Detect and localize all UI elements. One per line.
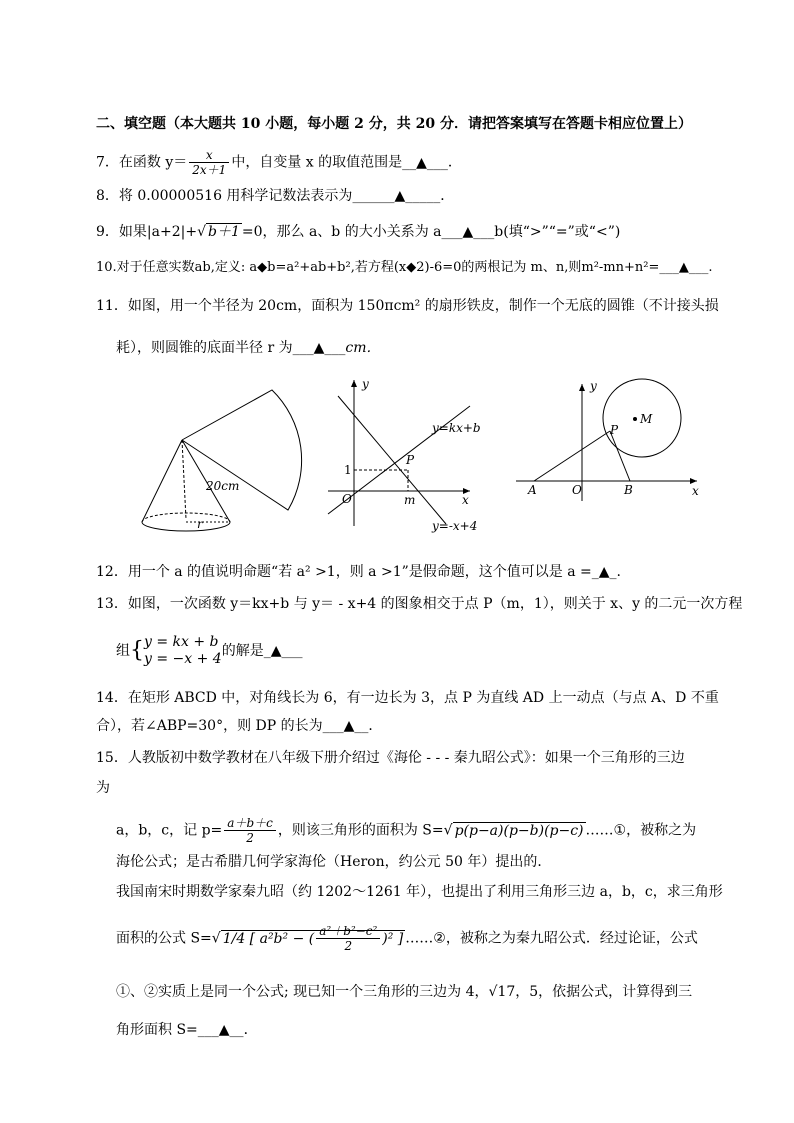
answer-blank[interactable]: ___▲__ xyxy=(197,1022,244,1038)
answer-blank[interactable]: ___▲__ xyxy=(322,718,369,734)
question-14-line2: 合），若∠ABP=30°，则 DP 的长为___▲__． xyxy=(96,718,383,734)
q7-before: 7．在函数 y＝ xyxy=(96,154,188,171)
answer-blank[interactable]: _▲_ xyxy=(591,564,617,580)
sector-shape xyxy=(182,390,302,510)
question-15-line5: 我国南宋时期数学家秦九昭（约 1202～1261 年），也提出了利用三角形三边 a，b，c，求三角形 xyxy=(116,884,723,900)
svg-text:A: A xyxy=(528,483,537,497)
svg-text:y=kx+b: y=kx+b xyxy=(432,421,481,435)
answer-blank[interactable]: ___▲___ xyxy=(659,260,709,275)
question-11-line1: 11．如图，用一个半径为 20cm，面积为 150πcm² 的扇形铁皮，制作一个无底的圆锥（不计接头损 xyxy=(96,298,719,314)
question-9: 9．如果|a+2|+√ b＋1 =0，那么 a、b 的大小关系为 a___▲___b(填“>”“=”或“<”) xyxy=(96,224,621,240)
svg-text:M: M xyxy=(640,412,653,426)
svg-text:1: 1 xyxy=(344,463,352,477)
question-12: 12．用一个 a 的值说明命题“若 a² >1，则 a >1”是假命题，这个值可以是 a =_▲_. xyxy=(96,564,621,580)
answer-blank[interactable]: ___▲___ xyxy=(441,224,495,240)
question-14-line1: 14．在矩形 ABCD 中，对角线长为 6，有一边长为 3，点 P 为直线 AD 上一动点（与点 A、D 不重 xyxy=(96,690,719,706)
question-13-line1: 13．如图，一次函数 y＝kx+b 与 y＝ - x+4 的图象相交于点 P（m，1），则关于 x、y 的二元一次方程 xyxy=(96,596,743,612)
question-15-line8: 角形面积 S=___▲__． xyxy=(116,1022,258,1038)
answer-blank[interactable]: __▲___ xyxy=(402,154,448,171)
slant-label: 20cm xyxy=(206,479,240,493)
section-header: 二、填空题（本大题共 10 小题，每小题 2 分，共 20 分．请把答案填写在答题卡相应位置上） xyxy=(96,116,692,132)
question-11-line2: 耗），则圆锥的底面半径 r 为___▲___cm． xyxy=(116,340,381,356)
figure-sector-cone xyxy=(130,382,320,542)
figure-circle-triangle xyxy=(512,376,702,506)
question-15-line7: ①、②实质上是同一个公式; 现已知一个三角形的三边为 4，√17，5，依据公式，计算得到三 xyxy=(116,984,693,1000)
answer-blank[interactable]: _▲___ xyxy=(263,643,303,659)
svg-text:P: P xyxy=(406,453,415,467)
radius-label: r xyxy=(197,517,203,531)
svg-text:P: P xyxy=(610,423,619,437)
question-15-line2: 为 xyxy=(96,780,110,796)
question-15-line3: a，b，c，记 p= $\frac{a+b+c}{2}$ ，则该三角形的面积为 S=√ p(p−a)(p−b)(p−c) ……①，被称之为 xyxy=(116,816,697,845)
svg-text:B: B xyxy=(624,483,633,497)
question-15-line6: 面积的公式 S=√ 1/4 [ a²b² − ( $\frac{\text{a²＋b²−c²}}{2}$ )² ] ……②，被称之为秦九昭公式．经过论证，公式 xyxy=(116,924,698,953)
svg-text:y: y xyxy=(362,377,369,391)
equation-2: y = −x + 4 xyxy=(144,651,222,667)
answer-blank[interactable]: ______▲_____ xyxy=(352,188,441,204)
p-fraction: $\frac{a+b+c}{2}$ xyxy=(224,816,276,845)
figure-line-intersection xyxy=(320,376,480,536)
svg-text:x: x xyxy=(692,484,699,498)
svg-text:O: O xyxy=(572,483,582,497)
svg-text:O: O xyxy=(342,492,352,506)
question-8: 8．将 0.00000516 用科学记数法表示为______▲_____． xyxy=(96,188,455,204)
question-15-line1: 15．人教版初中数学教材在八年级下册介绍过《海伦 - - - 秦九昭公式》：如果一个三角形的三边 xyxy=(96,750,685,766)
svg-text:m: m xyxy=(404,493,416,507)
q7-fraction: $\frac{x}{2x+1}$ xyxy=(189,148,229,177)
equation-1: y = kx + b xyxy=(144,634,219,650)
svg-text:y: y xyxy=(590,379,597,393)
question-13-line2: 组{ y = kx + b y = −x + 4 的解是_▲___ xyxy=(116,634,303,667)
svg-text:x: x xyxy=(462,493,469,507)
question-7: 7．在函数 y＝ $\frac{x}{2x+1}$ 中，自变量 x 的取值范围是__▲___． xyxy=(96,148,462,177)
svg-text:y=-x+4: y=-x+4 xyxy=(432,519,478,533)
answer-blank[interactable]: ___▲___ xyxy=(292,340,346,356)
question-15-line4: 海伦公式；是古希腊几何学家海伦（Heron，约公元 50 年）提出的． xyxy=(116,854,552,870)
question-10: 10.对于任意实数ab,定义: a◆b=a²+ab+b²,若方程(x◆2)-6=0的两根记为 m、n,则m²-mn+n²=___▲___. xyxy=(96,258,713,278)
